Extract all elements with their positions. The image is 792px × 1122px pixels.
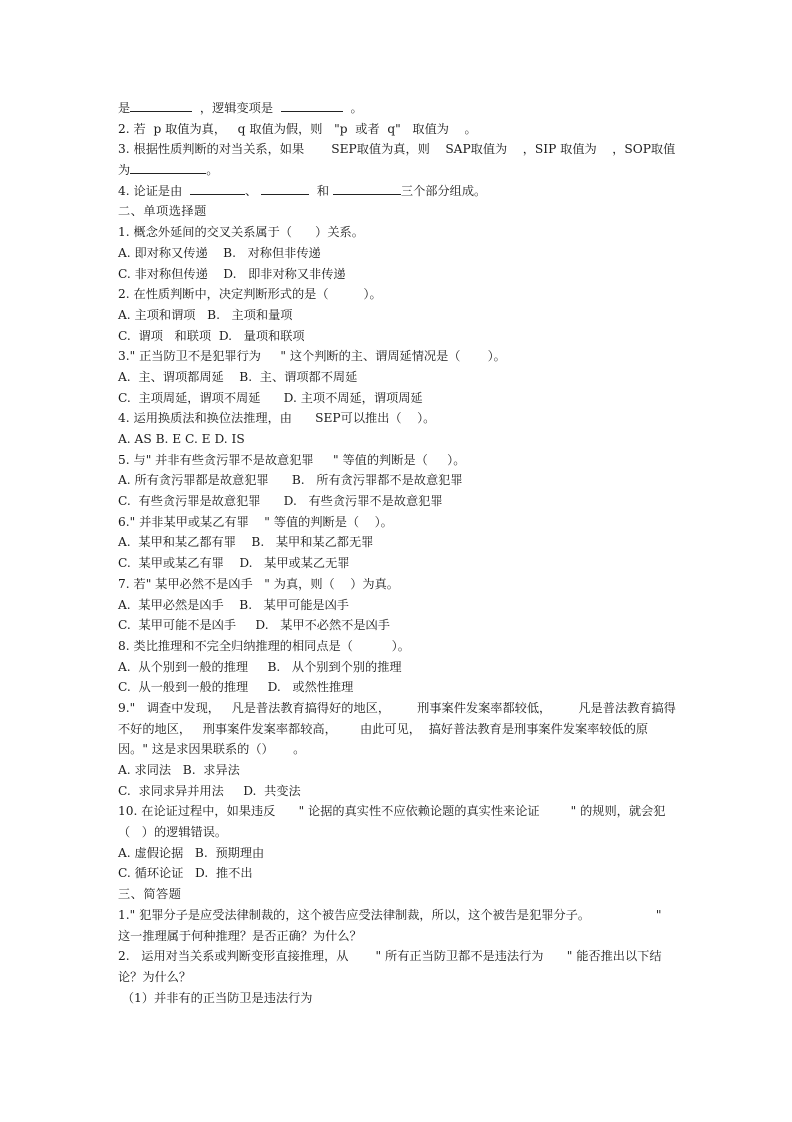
q3-options-cd: C. 主项周延，谓项不周延 D. 主项不周延，谓项周延 — [118, 390, 423, 405]
short-answer-1-line-1: 1." 犯罪分子是应受法律制裁的，这个被告应受法律制裁，所以，这个被告是犯罪分子。 " — [118, 907, 662, 922]
question-1: 1. 概念外延间的交叉关系属于（ ）关系。 — [118, 225, 364, 240]
fill-blank — [190, 182, 245, 195]
q6-options-ab: A. 某甲和某乙都有罪 B. 某甲和某乙都无罪 — [118, 535, 374, 550]
fill-blank — [130, 161, 206, 174]
text-line-1 — [118, 98, 678, 119]
section-heading-single-choice: 二、单项选择题 — [118, 204, 207, 219]
short-answer-2-line-2: 论？为什么？ — [118, 969, 192, 984]
question-2: 2. 在性质判断中，决定判断形式的是（ ）。 — [118, 287, 382, 302]
line-4-text-b: 。 — [206, 163, 219, 178]
text-line-5 — [118, 181, 678, 202]
short-answer-2-item-1: （1）并非有的正当防卫是违法行为 — [118, 990, 313, 1005]
fill-blank — [333, 182, 401, 195]
text-line-2: 2. 若 p 取值为真， q 取值为假，则 "p 或者 q" 取值为 。 — [118, 121, 477, 136]
q7-options-ab: A. 某甲必然是凶手 B. 某甲可能是凶手 — [118, 597, 349, 612]
text-line-4 — [118, 160, 678, 181]
question-7: 7. 若" 某甲必然不是凶手 " 为真，则（ ）为真。 — [118, 576, 399, 591]
q10-options-ab: A. 虚假论据 B. 预期理由 — [118, 845, 265, 860]
document-body — [118, 98, 678, 1008]
q10-options-cd: C. 循环论证 D. 推不出 — [118, 866, 253, 881]
question-3: 3." 正当防卫不是犯罪行为 " 这个判断的主、谓周延情况是（ ）。 — [118, 349, 506, 364]
q6-options-cd: C. 某甲或某乙有罪 D. 某甲或某乙无罪 — [118, 556, 350, 571]
q5-options-ab: A. 所有贪污罪都是故意犯罪 B. 所有贪污罪都不是故意犯罪 — [118, 473, 463, 488]
fill-blank — [130, 99, 192, 112]
q2-options-ab: A. 主项和谓项 B. 主项和量项 — [118, 307, 293, 322]
question-5: 5. 与" 并非有些贪污罪不是故意犯罪 " 等值的判断是（ ）。 — [118, 452, 466, 467]
q4-options: A. AS B. E C. E D. IS — [118, 432, 245, 446]
section-heading-short-answer: 三、简答题 — [118, 887, 182, 902]
question-6: 6." 并非某甲或某乙有罪 " 等值的判断是（ ）。 — [118, 514, 393, 529]
q9-options-ab: A. 求同法 B. 求异法 — [118, 763, 240, 777]
line-1-text-c: 。 — [342, 101, 363, 115]
question-10-line-1: 10. 在论证过程中，如果违反 " 论据的真实性不应依赖论题的真实性来论证 " 的规则，就会犯 — [118, 804, 666, 819]
line-1-text-a: 是 — [118, 101, 131, 115]
line-5-text-d: 三个部分组成。 — [400, 183, 487, 198]
short-answer-1-line-2: 这一推理属于何种推理？是否正确？为什么？ — [118, 928, 362, 943]
q7-options-cd: C. 某甲可能不是凶手 D. 某甲不必然不是凶手 — [118, 618, 390, 633]
question-9-line-3: 因。" 这是求因果联系的（） 。 — [118, 742, 306, 757]
line-5-text-c: 和 — [309, 183, 333, 198]
line-1-text-b: ，逻辑变项是 — [192, 101, 281, 115]
q9-options-cd: C. 求同求异并用法 D. 共变法 — [118, 783, 301, 798]
q5-options-cd: C. 有些贪污罪是故意犯罪 D. 有些贪污罪不是故意犯罪 — [118, 494, 443, 509]
text-line-3: 3. 根据性质判断的对当关系，如果 SEP取值为真，则 SAP取值为 ，SIP 取值为 ，SOP取值 — [118, 142, 676, 157]
q2-options-cd: C. 谓项 和联项 D. 量项和联项 — [118, 328, 305, 343]
q8-options-cd: C. 从一般到一般的推理 D. 或然性推理 — [118, 680, 354, 695]
question-9-line-2: 不好的地区， 刑事案件发案率都较高， 由此可见， 搞好普法教育是刑事案件发案率较低的原 — [118, 721, 649, 736]
question-10-line-2: （ ）的逻辑错误。 — [118, 825, 228, 840]
line-4-text-a: 为 — [118, 163, 131, 178]
line-5-text-a: 4. 论证是由 — [118, 183, 191, 198]
fill-blank — [261, 182, 309, 195]
q3-options-ab: A. 主、谓项都周延 B. 主、谓项都不周延 — [118, 369, 358, 384]
q8-options-ab: A. 从个别到一般的推理 B. 从个别到个别的推理 — [118, 659, 402, 674]
question-9-line-1: 9." 调查中发现， 凡是普法教育搞得好的地区， 刑事案件发案率都较低， 凡是普法教育搞得 — [118, 700, 676, 715]
fill-blank — [281, 99, 343, 112]
question-4: 4. 运用换质法和换位法推理，由 SEP可以推出（ ）。 — [118, 411, 436, 426]
short-answer-2-line-1: 2. 运用对当关系或判断变形直接推理，从 " 所有正当防卫都不是违法行为 " 能否推出以下结 — [118, 949, 662, 964]
question-8: 8. 类比推理和不完全归纳推理的相同点是（ ）。 — [118, 638, 410, 653]
q1-options-ab: A. 即对称又传递 B. 对称但非传递 — [118, 245, 321, 260]
line-5-text-b: 、 — [245, 183, 262, 198]
q1-options-cd: C. 非对称但传递 D. 即非对称又非传递 — [118, 266, 346, 281]
